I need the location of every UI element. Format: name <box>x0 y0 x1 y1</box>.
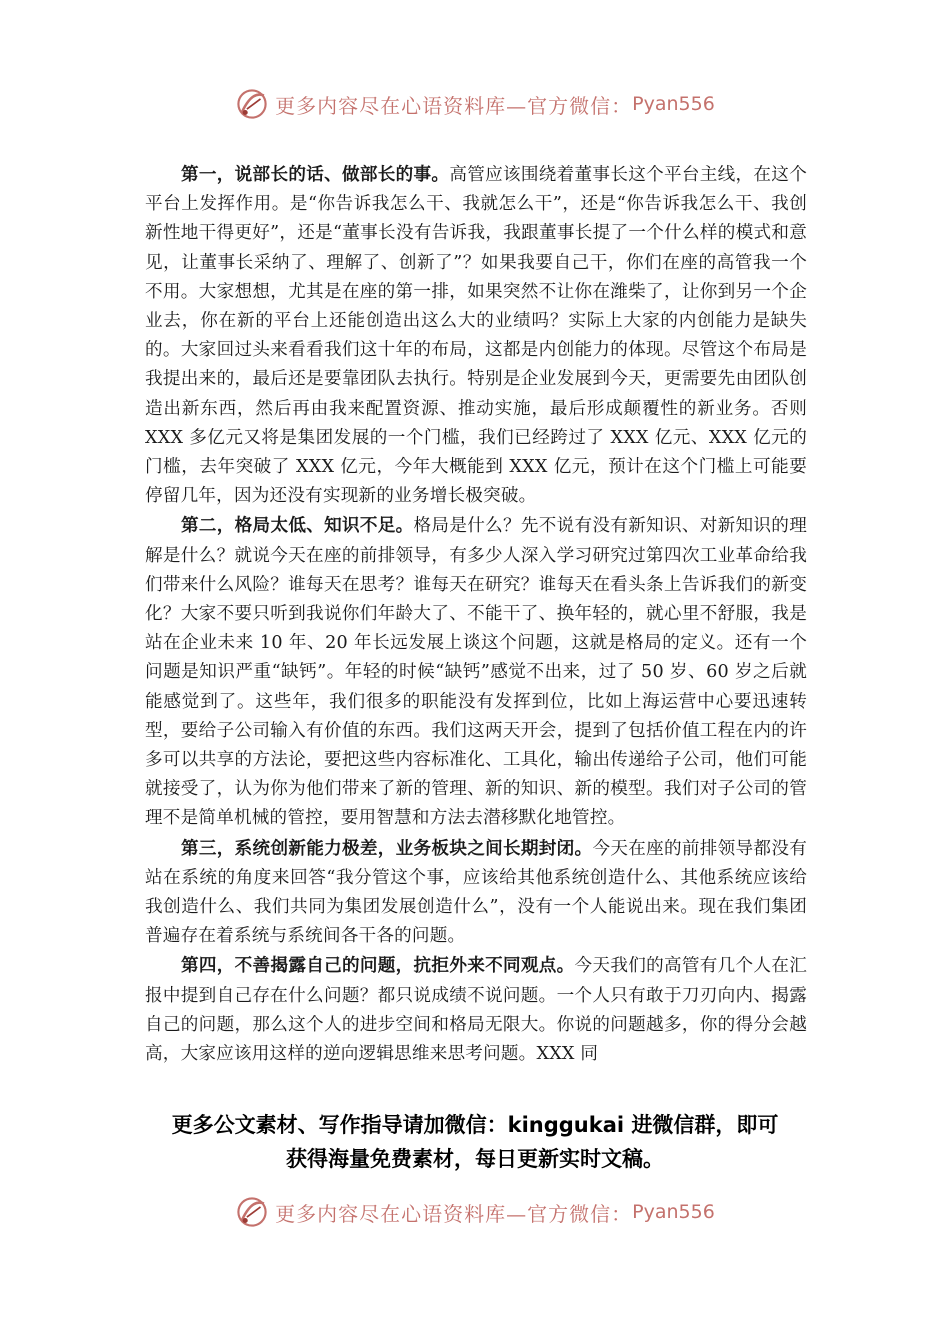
paragraph-text: 今天我们的高管有几个人在汇报中提到自己存在什么问题？都只说成绩不说问题。一个人只有敢于刀刃向内、揭露自己的问题，那么这个人的进步空间和格局无限大。你说的问题越多，你的得分会越高，大家应该用这样的逆向逻辑思维来思考问题。XXX 同 <box>145 956 807 1065</box>
banner-text: 更多内容尽在心语资料库—官方微信： <box>275 1201 633 1226</box>
paragraph-lead: 第三，系统创新能力极差，业务板块之间长期封闭。 <box>181 837 593 859</box>
promo-line-1: 更多公文素材、写作指导请加微信：kinggukai 进微信群，即可 <box>171 1113 779 1137</box>
paragraph-text: 格局是什么？先不说有没有新知识、对新知识的理解是什么？就说今天在座的前排领导，有多少人深入学习研究过第四次工业革命给我们带来什么风险？谁每天在思考？谁每天在研究？谁每天在看头条上告诉我们的新变化？大家不要只听到我说你们年龄大了、不能干了、换年轻的，就心里不舒服，我是站在企业未来 10 年、20 年长远发展上谈这个问题，这就是格局的定义。还有一个问题是知识严重“缺钙”。年轻的时候“缺钙”感觉不出来，过了 50 岁、60 岁之后就能感觉到了。这些年，我们很多的职能没有发挥到位，比如上海运营中心要迅速转型，要给子公司输入有价值的东西。我们这两天开会，提到了包括价值工程在内的许多可以共享的方法论，要把这些内容标准化、工具化，输出传递给子公司，他们可能就接受了，认为你为他们带来了新的管理、新的知识、新的模型。我们对子公司的管理不是简单机械的管控，要用智慧和方法去潜移默化地管控。 <box>145 516 807 829</box>
banner-text: 更多内容尽在心语资料库—官方微信： <box>275 93 633 118</box>
paragraph-1 <box>145 160 807 511</box>
paragraph-text: 今天在座的前排领导都没有站在系统的角度来回答“我分管这个事，应该给其他系统创造什么、其他系统应该给我创造什么、我们共同为集团发展创造什么”，没有一个人能说出来。现在我们集团普遍存在着系统与系统间各干各的问题。 <box>145 838 808 947</box>
banner-wechat-id: Pyan556 <box>632 93 715 115</box>
paragraph-lead: 第四，不善揭露自己的问题，抗拒外来不同观点。 <box>181 955 575 977</box>
paragraph-2 <box>145 511 807 833</box>
brand-logo-icon <box>235 1195 269 1229</box>
paragraph-lead: 第二，格局太低、知识不足。 <box>181 515 414 537</box>
banner-wechat-id: Pyan556 <box>632 1201 715 1223</box>
promo-notice <box>100 1108 850 1176</box>
brand-logo-icon <box>235 87 269 121</box>
paragraph-4 <box>145 951 807 1069</box>
footer-banner <box>0 1190 950 1234</box>
paragraph-text: 高管应该围绕着董事长这个平台主线，在这个平台上发挥作用。是“你告诉我怎么干、我就怎么干”，还是“你告诉我怎么干、我创新性地干得更好”，还是“董事长没有告诉我，我跟董事长提了一个什么样的模式和意见，让董事长采纳了、理解了、创新了”？如果我要自己干，你们在座的高管我一个不用。大家想想，尤其是在座的第一排，如果突然不让你在潍柴了，让你到另一个企业去，你在新的平台上还能创造出这么大的业绩吗？实际上大家的内创能力是缺失的。大家回过头来看看我们这十年的布局，这都是内创能力的体现。尽管这个布局是我提出来的，最后还是要靠团队去执行。特别是企业发展到今天，更需要先由团队创造出新东西，然后再由我来配置资源、推动实施，最后形成颠覆性的新业务。否则 XXX 多亿元又将是集团发展的一个门槛，我们已经跨过了 XXX 亿元、XXX 亿元的门槛，去年突破了 XXX 亿元，今年大概能到 XXX 亿元，预计在这个门槛上可能要停留几年，因为还没有实现新的业务增长极突破。 <box>145 165 807 507</box>
paragraph-lead: 第一，说部长的话、做部长的事。 <box>181 164 450 185</box>
header-banner <box>0 82 950 126</box>
document-body <box>145 160 807 1069</box>
paragraph-3 <box>145 834 807 952</box>
promo-line-2: 获得海量免费素材，每日更新实时文稿。 <box>286 1147 664 1171</box>
